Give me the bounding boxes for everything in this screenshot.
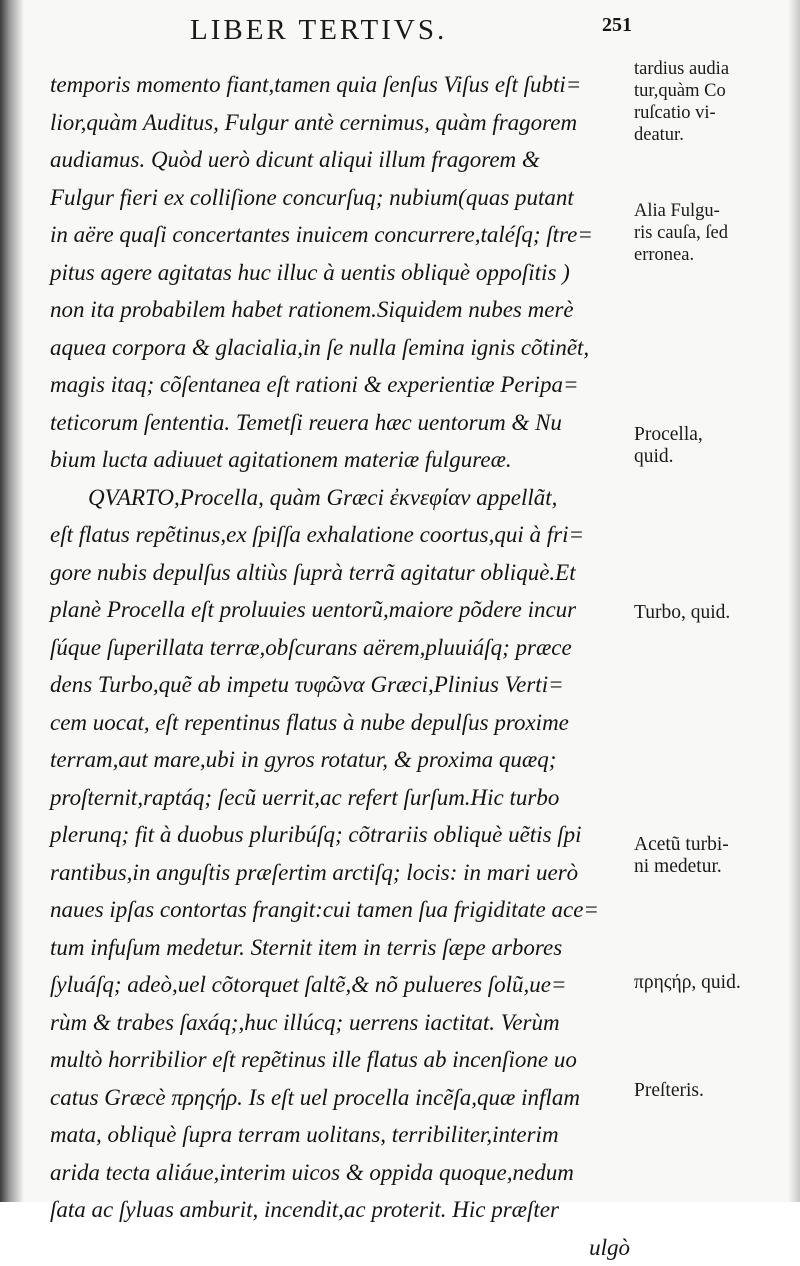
page-edge-shadow bbox=[788, 0, 800, 1202]
text-line: plerunq; fit à duobus pluribúſq; cõtrariis obliquè uẽtis ſpi bbox=[50, 816, 630, 854]
text-line: multò horribilior eſt repẽtinus ille flatus ab incenſione uo bbox=[50, 1041, 630, 1079]
text-line: eſt flatus repẽtinus,ex ſpiſſa exhalatione coortus,qui à fri= bbox=[50, 516, 630, 554]
margin-note: tardius audia tur,quàm Co ruſcatio vi- deatur. bbox=[634, 58, 784, 146]
text-line: catus Græcè πρηςήρ. Is eſt uel procella incẽſa,quæ inflam bbox=[50, 1079, 630, 1117]
margin-note: Procella, quid. bbox=[634, 424, 784, 468]
text-line: teticorum ſententia. Temetſi reuera hæc uentorum & Nu bbox=[50, 404, 630, 442]
running-head: LIBER TERTIVS. bbox=[190, 14, 447, 47]
text-line: dens Turbo,quẽ ab impetu τυφῶνα Græci,Plinius Verti= bbox=[50, 666, 630, 704]
text-line: QVARTO,Procella, quàm Græci ἐκνεφίαν appellãt, bbox=[50, 479, 630, 517]
text-line: temporis momento fiant,tamen quia ſenſus Viſus eſt ſubti= bbox=[50, 66, 630, 104]
text-line: gore nubis depulſus altiùs ſuprà terrã agitatur obliquè.Et bbox=[50, 554, 630, 592]
text-line: arida tecta aliáue,interim uicos & oppida quoque,nedum bbox=[50, 1154, 630, 1192]
margin-note: Turbo, quid. bbox=[634, 602, 784, 624]
text-line: ſyluáſq; adeò,uel cõtorquet ſaltẽ,& nõ pulueres ſolũ,ue= bbox=[50, 966, 630, 1004]
text-line: pitus agere agitatas huc illuc à uentis obliquè oppoſitis ) bbox=[50, 254, 630, 292]
text-line: proſternit,raptáq; ſecũ uerrit,ac refert ſurſum.Hic turbo bbox=[50, 779, 630, 817]
text-line: Fulgur fieri ex colliſione concurſuq; nubium(quas putant bbox=[50, 179, 630, 217]
margin-note: Preſteris. bbox=[634, 1080, 784, 1102]
margin-note: Acetũ turbi- ni medetur. bbox=[634, 834, 784, 878]
text-line: terram,aut mare,ubi in gyros rotatur, & proxima quæq; bbox=[50, 741, 630, 779]
catchword: ulgò bbox=[50, 1229, 630, 1266]
margin-note: πρηςήρ, quid. bbox=[634, 972, 784, 994]
main-text-block bbox=[50, 66, 630, 1266]
text-line: ſúque ſuperillata terræ,obſcurans aërem,pluuiáſq; præce bbox=[50, 629, 630, 667]
text-line: naues ipſas contortas frangit:cui tamen ſua frigiditate ace= bbox=[50, 891, 630, 929]
text-line: rantibus,in anguſtis præſertim arctiſq; locis: in mari uerò bbox=[50, 854, 630, 892]
margin-note: Alia Fulgu- ris cauſa, ſed erronea. bbox=[634, 200, 784, 266]
text-line: audiamus. Quòd uerò dicunt aliqui illum fragorem & bbox=[50, 141, 630, 179]
page-number: 251 bbox=[602, 14, 632, 37]
text-line: bium lucta adiuuet agitationem materiæ fulgureæ. bbox=[50, 441, 630, 479]
text-line: lior,quàm Auditus, Fulgur antè cernimus, quàm fragorem bbox=[50, 104, 630, 142]
text-line: in aëre quaſi concertantes inuicem concurrere,taléſq; ſtre= bbox=[50, 216, 630, 254]
text-line: non ita probabilem habet rationem.Siquidem nubes merè bbox=[50, 291, 630, 329]
text-line: magis itaq; cõſentanea eſt rationi & experientiæ Peripa= bbox=[50, 366, 630, 404]
text-line: planè Procella eſt proluuies uentorũ,maiore põdere incur bbox=[50, 591, 630, 629]
text-line: tum infuſum medetur. Sternit item in terris ſæpe arbores bbox=[50, 929, 630, 967]
text-line: rùm & trabes ſaxáq;,huc illúcq; uerrens iactitat. Verùm bbox=[50, 1004, 630, 1042]
text-line: ſata ac ſyluas amburit, incendit,ac proterit. Hic præſter bbox=[50, 1191, 630, 1229]
text-line: aquea corpora & glacialia,in ſe nulla ſemina ignis cõtinẽt, bbox=[50, 329, 630, 367]
text-line: mata, obliquè ſupra terram uolitans, terribiliter,interim bbox=[50, 1116, 630, 1154]
text-line: cem uocat, eſt repentinus flatus à nube depulſus proxime bbox=[50, 704, 630, 742]
